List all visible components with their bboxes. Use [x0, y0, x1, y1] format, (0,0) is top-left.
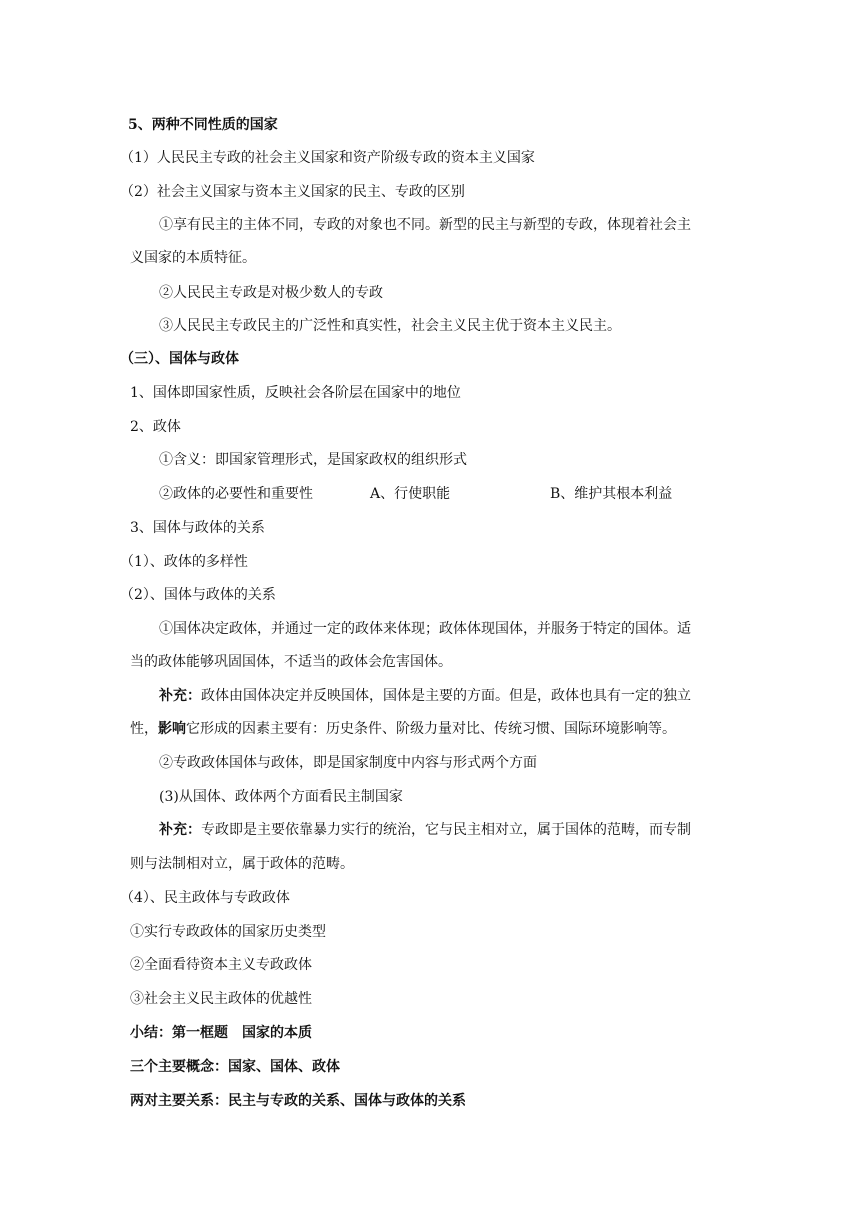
paragraph-text: ①实行专政政体的国家历史类型	[130, 924, 326, 940]
summary-text: 小结：第一框题 国家的本质	[130, 1025, 312, 1041]
paragraph-text: （4）、民主政体与专政政体	[120, 890, 290, 906]
text-line	[0, 412, 860, 445]
heading-text: （三）、国体与政体	[120, 351, 239, 367]
paragraph-text: （1）人民民主专政的社会主义国家和资产阶级专政的资本主义国家	[120, 150, 535, 166]
paragraph-text: ③社会主义民主政体的优越性	[130, 991, 312, 1007]
paragraph-text: 2、政体	[130, 419, 181, 435]
text-line	[0, 479, 860, 512]
paragraph-text: ①含义：即国家管理形式，是国家政权的组织形式	[159, 452, 467, 468]
paragraph-text: ②人民民主专政是对极少数人的专政	[159, 285, 383, 301]
paragraph-text: （2）社会主义国家与资本主义国家的民主、专政的区别	[120, 184, 465, 200]
paragraph-text: ③人民民主专政民主的广泛性和真实性，社会主义民主优于资本主义民主。	[159, 318, 621, 334]
paragraph-text: ①享有民主的主体不同，专政的对象也不同。新型的民主与新型的专政，体现着社会主	[159, 217, 691, 233]
paragraph-text: 3、国体与政体的关系	[130, 520, 265, 536]
summary-line	[0, 1086, 860, 1119]
text-line	[0, 580, 860, 613]
paragraph-text: 专政即是主要依靠暴力实行的统治，它与民主相对立，属于国体的范畴，而专制	[201, 822, 691, 838]
text-line	[0, 445, 860, 478]
paragraph-text: 1、国体即国家性质，反映社会各阶层在国家中的地位	[130, 385, 461, 401]
text-line	[0, 782, 860, 815]
text-line	[0, 815, 860, 848]
paragraph-text: 义国家的本质特征。	[130, 250, 256, 266]
section-heading	[0, 344, 860, 377]
text-line	[0, 950, 860, 983]
summary-text: 三个主要概念：国家、国体、政体	[130, 1059, 340, 1075]
text-line	[0, 748, 860, 781]
text-line	[0, 513, 860, 546]
paragraph-text: (3)从国体、政体两个方面看民主制国家	[159, 789, 403, 805]
supplement-label: 补充：	[159, 822, 201, 838]
option-b-text: B、维护其根本利益	[550, 486, 673, 502]
paragraph-text: ②专政政体国体与政体，即是国家制度中内容与形式两个方面	[159, 755, 537, 771]
text-line	[0, 681, 860, 714]
paragraph-text: 性，	[130, 721, 158, 737]
paragraph-text: ①国体决定政体，并通过一定的政体来体现；政体体现国体，并服务于特定的国体。适	[159, 621, 691, 637]
section-heading	[0, 110, 860, 143]
text-line	[0, 984, 860, 1017]
paragraph-text: （2）、国体与政体的关系	[120, 587, 276, 603]
text-line	[0, 278, 860, 311]
summary-line	[0, 1052, 860, 1085]
text-line	[0, 647, 860, 680]
paragraph-text: 则与法制相对立，属于政体的范畴。	[130, 856, 354, 872]
text-line	[0, 547, 860, 580]
paragraph-text: （1）、政体的多样性	[120, 554, 248, 570]
text-line	[0, 210, 860, 243]
paragraph-text: ②全面看待资本主义专政政体	[130, 957, 312, 973]
text-line	[0, 243, 860, 276]
text-line	[0, 143, 860, 176]
summary-line	[0, 1018, 860, 1051]
paragraph-text: ②政体的必要性和重要性	[159, 486, 313, 502]
emphasis-text: 影响	[158, 721, 186, 737]
text-line	[0, 614, 860, 647]
paragraph-text: 它形成的因素主要有：历史条件、阶级力量对比、传统习惯、国际环境影响等。	[186, 721, 676, 737]
paragraph-text: 当的政体能够巩固国体，不适当的政体会危害国体。	[130, 654, 452, 670]
text-line	[0, 378, 860, 411]
text-line	[0, 849, 860, 882]
text-line	[0, 177, 860, 210]
text-line	[0, 883, 860, 916]
summary-text: 两对主要关系：民主与专政的关系、国体与政体的关系	[130, 1093, 466, 1109]
text-line	[0, 917, 860, 950]
text-line	[0, 714, 860, 747]
paragraph-text: 政体由国体决定并反映国体，国体是主要的方面。但是，政体也具有一定的独立	[201, 688, 691, 704]
option-a-text: A、行使职能	[370, 486, 451, 502]
text-line	[0, 311, 860, 344]
heading-text: 5、两种不同性质的国家	[128, 117, 278, 133]
supplement-label: 补充：	[159, 688, 201, 704]
